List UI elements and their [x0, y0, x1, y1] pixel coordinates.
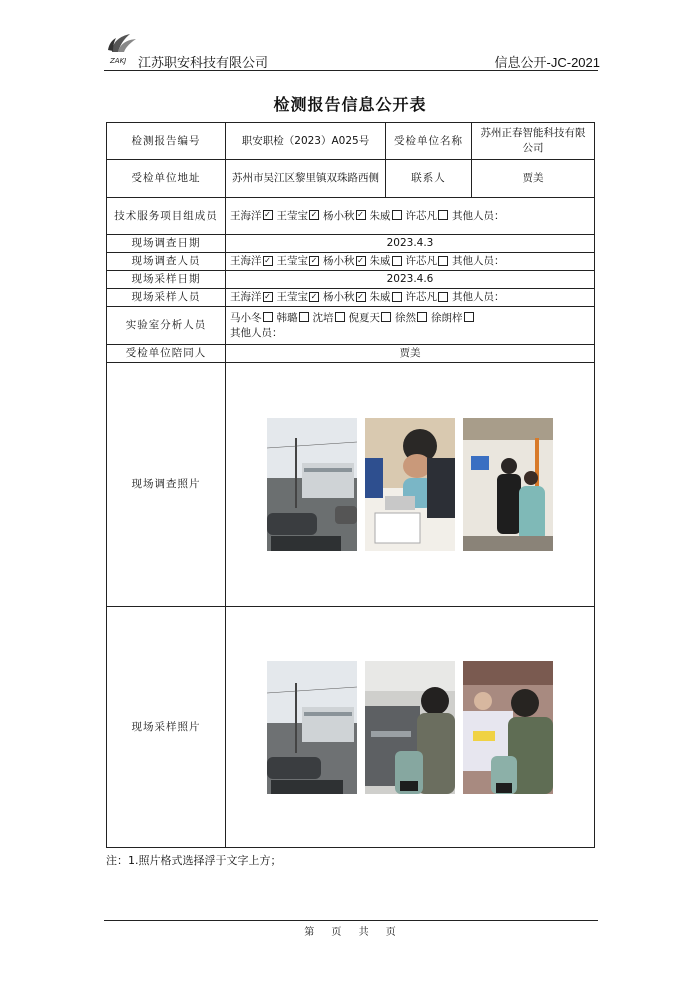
document-code: 信息公开-JC-2021 — [494, 55, 600, 70]
staff-name: 许芯凡 — [405, 209, 437, 222]
tech-team-label: 技术服务项目组成员 — [107, 198, 226, 235]
lab-staff-label: 实验室分析人员 — [107, 307, 226, 345]
other-staff-label: 其他人员： — [452, 209, 505, 222]
staff-entry — [370, 210, 403, 222]
unchecked-checkbox-icon — [438, 210, 448, 220]
footnote: 注：1.照片格式选择浮于文字上方； — [106, 854, 282, 867]
checked-checkbox-icon: ✓ — [264, 291, 271, 301]
staff-name: 沈培 — [312, 311, 334, 324]
staff-entry — [313, 312, 346, 324]
unchecked-checkbox-icon — [381, 312, 391, 322]
staff-entry — [406, 255, 450, 267]
staff-name: 朱威 — [369, 209, 391, 222]
tech-team-value — [226, 198, 595, 235]
other-staff-label: 其他人员： — [452, 255, 505, 267]
staff-name: 杨小秋 — [323, 255, 355, 267]
address-value: 苏州市吴江区黎里镇双珠路西侧 — [226, 160, 386, 198]
staff-entry — [230, 255, 274, 267]
unchecked-checkbox-icon — [417, 312, 427, 322]
staff-name: 许芯凡 — [405, 291, 437, 303]
staff-name: 韩璐 — [276, 311, 298, 324]
staff-name: 徐然 — [395, 311, 416, 324]
sampling-photo-machine — [365, 661, 455, 794]
sampling-staff-label: 现场采样人员 — [107, 289, 226, 307]
staff-name: 杨小秋 — [323, 209, 355, 222]
unchecked-checkbox-icon — [438, 292, 448, 302]
checked-checkbox-icon: ✓ — [357, 210, 364, 219]
survey-date-label: 现场调查日期 — [107, 235, 226, 253]
unchecked-checkbox-icon — [335, 312, 345, 322]
staff-entry — [230, 210, 274, 222]
checked-checkbox-icon: ✓ — [357, 255, 364, 265]
unchecked-checkbox-icon — [299, 312, 309, 322]
lab-other-staff: 其他人员： — [230, 326, 283, 339]
unchecked-checkbox-icon — [263, 312, 273, 322]
sampling-date-label: 现场采样日期 — [107, 271, 226, 289]
sampling-photos-cell — [226, 607, 595, 848]
unit-name-value: 苏州正春智能科技有限公司 — [472, 123, 595, 160]
staff-name: 王海洋 — [230, 209, 262, 222]
survey-photo-yard — [267, 418, 357, 551]
footer-divider — [104, 920, 598, 921]
address-label: 受检单位地址 — [107, 160, 226, 198]
staff-name: 朱威 — [369, 291, 391, 303]
staff-name: 马小冬 — [230, 311, 262, 324]
company-logo-icon — [106, 30, 138, 66]
sampling-staff-value — [226, 289, 595, 307]
staff-entry — [277, 210, 321, 222]
staff-name: 徐朗梓 — [431, 311, 463, 324]
staff-entry — [230, 312, 274, 324]
page-number: 第 页 共 页 — [304, 927, 396, 938]
checked-checkbox-icon: ✓ — [264, 210, 271, 219]
checked-checkbox-icon: ✓ — [310, 255, 318, 265]
unchecked-checkbox-icon — [438, 256, 448, 266]
staff-entry — [395, 312, 428, 324]
contact-label: 联系人 — [386, 160, 472, 198]
survey-photo-interview — [365, 418, 455, 551]
lab-staff-value — [226, 307, 595, 345]
checked-checkbox-icon: ✓ — [310, 210, 318, 219]
svg-text:ZAKJ: ZAKJ — [110, 57, 127, 65]
staff-name: 杨小秋 — [323, 291, 355, 303]
checked-checkbox-icon: ✓ — [357, 291, 364, 301]
sampling-photos-label: 现场采样照片 — [107, 607, 226, 848]
checked-checkbox-icon: ✓ — [310, 291, 318, 301]
staff-entry — [349, 312, 393, 324]
unit-name-label: 受检单位名称 — [386, 123, 472, 160]
survey-photos-label: 现场调查照片 — [107, 363, 226, 607]
staff-entry — [406, 291, 450, 303]
unchecked-checkbox-icon — [392, 210, 402, 220]
contact-value: 贾美 — [472, 160, 595, 198]
sampling-date-value: 2023.4.6 — [226, 271, 595, 289]
survey-staff-label: 现场调查人员 — [107, 253, 226, 271]
checked-checkbox-icon: ✓ — [264, 255, 271, 265]
escort-label: 受检单位陪同人 — [107, 345, 226, 363]
staff-name: 王莹宝 — [276, 291, 308, 303]
staff-entry — [323, 210, 367, 222]
staff-entry — [230, 291, 274, 303]
staff-name: 王海洋 — [230, 255, 262, 267]
lab-staff-list — [230, 311, 590, 326]
unchecked-checkbox-icon — [392, 256, 402, 266]
company-name: 江苏职安科技有限公司 — [138, 56, 269, 71]
staff-name: 许芯凡 — [405, 255, 437, 267]
survey-photo-workshop — [463, 418, 553, 551]
staff-entry — [277, 291, 321, 303]
sampling-photo-workbench — [463, 661, 553, 794]
report-no-label: 检测报告编号 — [107, 123, 226, 160]
unchecked-checkbox-icon — [464, 312, 474, 322]
staff-entry — [323, 291, 367, 303]
staff-entry — [277, 255, 321, 267]
staff-entry — [370, 291, 403, 303]
staff-name: 王莹宝 — [276, 209, 308, 222]
staff-entry — [277, 312, 310, 324]
escort-value: 贾美 — [226, 345, 595, 363]
staff-entry — [323, 255, 367, 267]
page-title: 检测报告信息公开表 — [273, 95, 427, 114]
staff-name: 王海洋 — [230, 291, 262, 303]
survey-photos-cell — [226, 363, 595, 607]
survey-staff-value — [226, 253, 595, 271]
staff-entry — [431, 312, 475, 324]
staff-name: 王莹宝 — [276, 255, 308, 267]
staff-entry — [406, 210, 450, 222]
staff-name: 朱威 — [369, 255, 391, 267]
page-header — [104, 34, 598, 71]
report-no-value: 职安职检（2023）A025号 — [226, 123, 386, 160]
other-staff-label: 其他人员： — [452, 291, 505, 303]
info-table — [106, 122, 595, 848]
sampling-photo-yard — [267, 661, 357, 794]
staff-entry — [370, 255, 403, 267]
survey-date-value: 2023.4.3 — [226, 235, 595, 253]
staff-name: 倪夏天 — [348, 311, 380, 324]
unchecked-checkbox-icon — [392, 292, 402, 302]
